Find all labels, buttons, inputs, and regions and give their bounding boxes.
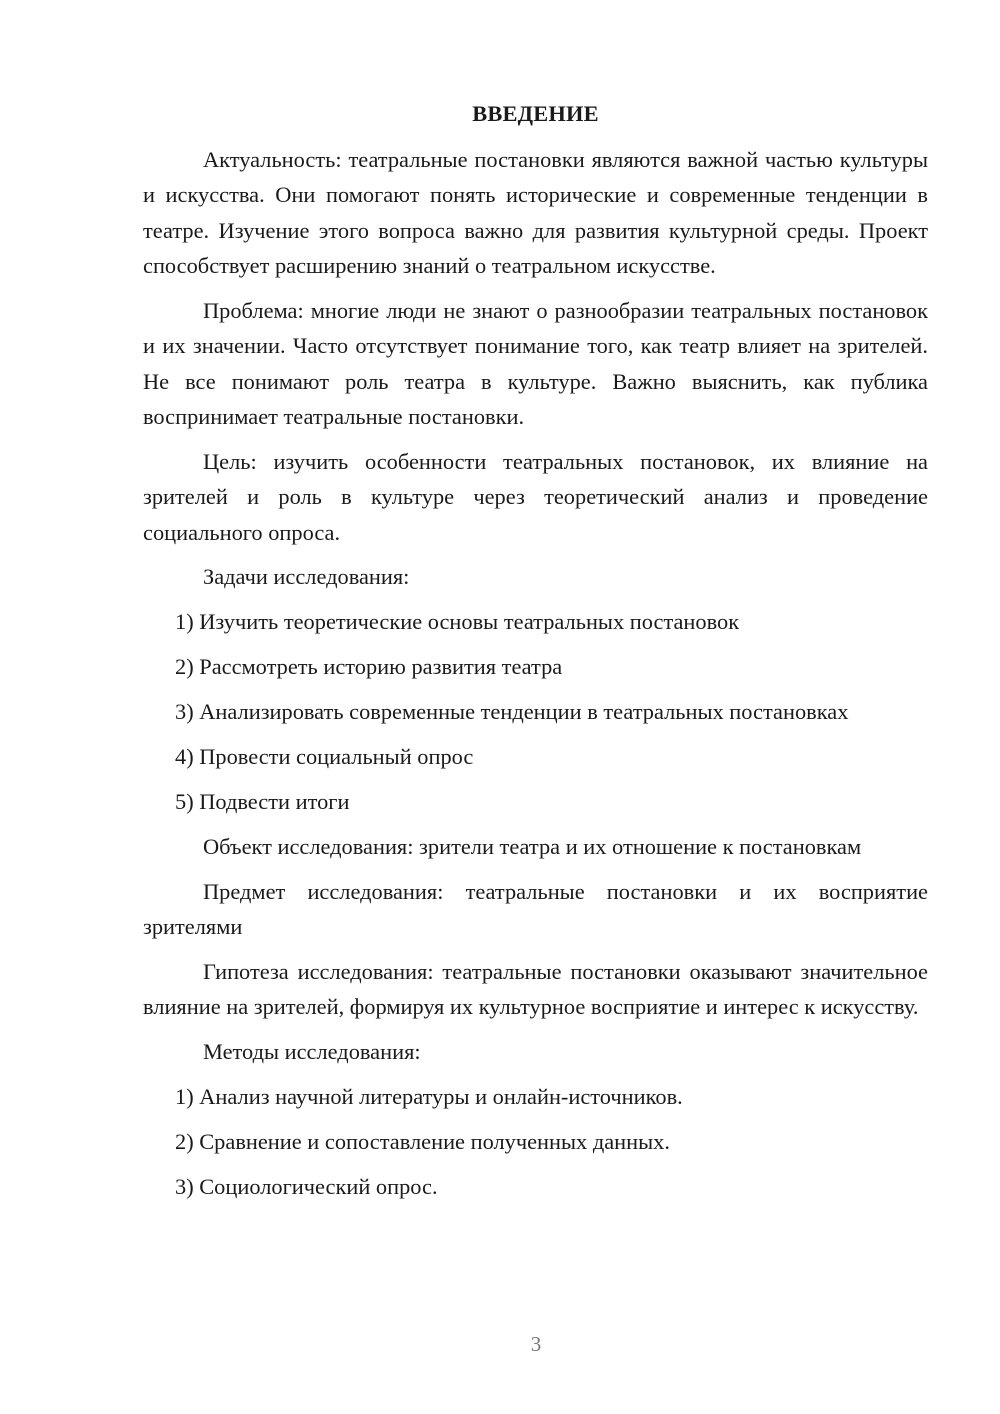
problem-paragraph: Проблема: многие люди не знают о разнообразии театральных постановок и их значении. Часто отсутствует понимание того, как театр влияет на зрителей. Не все понимают роль театра в культуре. Важно выяснить, как публика воспринимает театральные постановки. — [143, 297, 928, 429]
tasks-heading: Задачи исследования: — [203, 564, 410, 589]
goal-paragraph: Цель: изучить особенности театральных постановок, их влияние на зрителей и роль в культуре через теоретический анализ и проведение социального опроса. — [143, 448, 928, 545]
task-item: 5) Подвести итоги — [175, 789, 350, 814]
task-item: 3) Анализировать современные тенденции в театральных постановках — [175, 699, 849, 724]
document-page — [143, 96, 928, 1214]
method-item: 2) Сравнение и сопоставление полученных данных. — [175, 1128, 670, 1154]
task-item: 2) Рассмотреть историю развития театра — [175, 654, 563, 679]
method-item: 3) Социологический опрос. — [175, 1173, 438, 1199]
object-paragraph: Объект исследования: зрители театра и их отношение к постановкам — [203, 834, 862, 859]
relevance-paragraph: Актуальность: театральные постановки являются важной частью культуры и искусства. Они помогают понять исторические и современные тенденции в театре. Изучение этого вопроса важно для развития культурной среды. Проект способствует расширению знаний о театральном искусстве. — [143, 146, 928, 278]
method-item: 1) Анализ научной литературы и онлайн-источников. — [175, 1083, 683, 1109]
page-title: ВВЕДЕНИЕ — [472, 101, 599, 126]
page-number: 3 — [530, 1332, 542, 1356]
hypothesis-paragraph: Гипотеза исследования: театральные постановки оказывают значительное влияние на зрителей, формируя их культурное восприятие и интерес к искусству. — [143, 958, 928, 1019]
methods-heading: Методы исследования: — [203, 1038, 421, 1064]
subject-paragraph: Предмет исследования: театральные постановки и их восприятие зрителями — [143, 878, 928, 939]
task-item: 4) Провести социальный опрос — [175, 744, 474, 769]
task-item: 1) Изучить теоретические основы театральных постановок — [175, 609, 740, 634]
